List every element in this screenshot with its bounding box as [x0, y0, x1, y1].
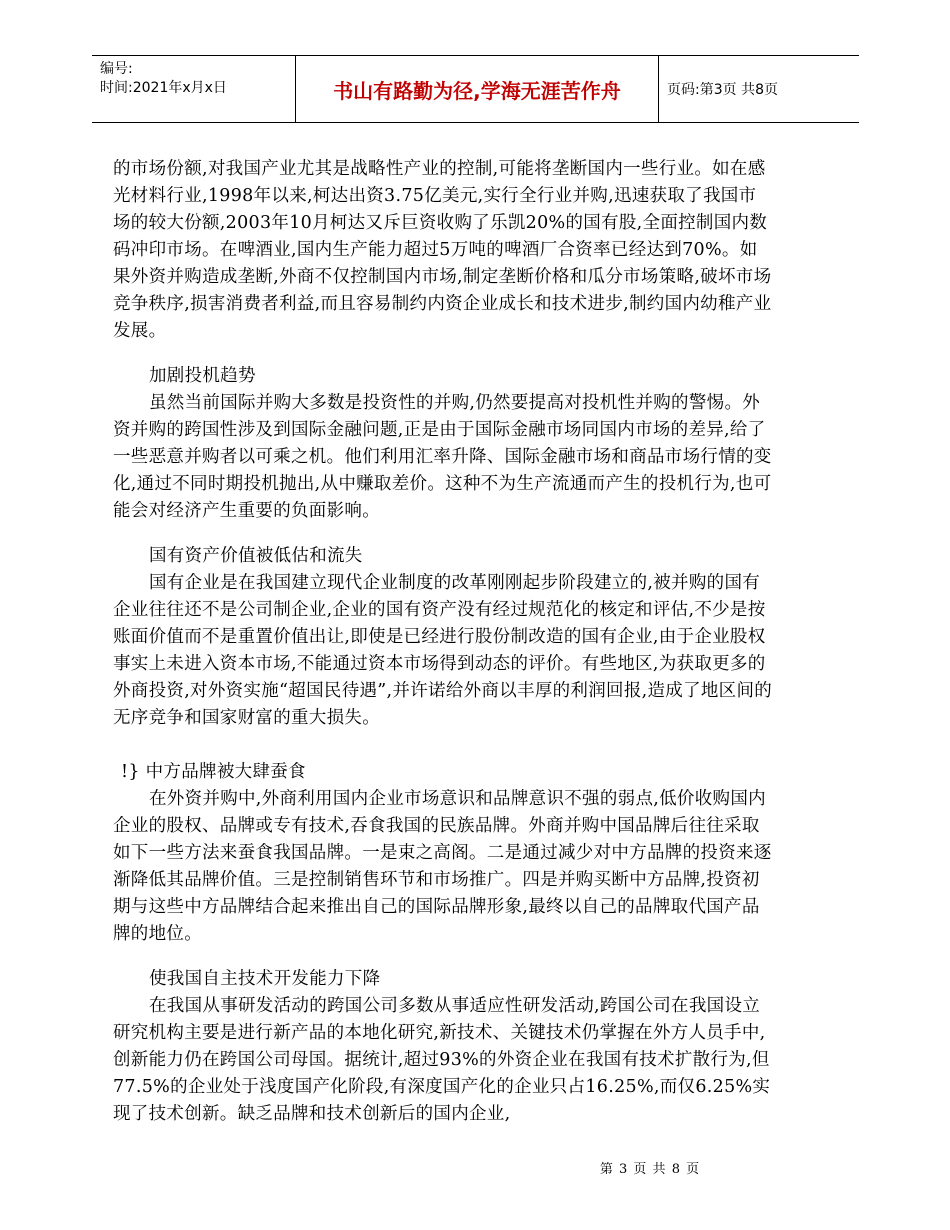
- paragraph: 虽然当前国际并购大多数是投资性的并购,仍然要提高对投机性并购的警惕。外资并购的跨国性涉及到国际金融问题,正是由于国际金融市场同国内市场的差异,给了一些恶意并购者以可乘之机。他们利用汇率升降、国际金融市场和商品市场行情的变化,通过不同时期投机抛出,从中赚取差价。这种不为生产流通而产生的投机行为,也可能会对经济产生重要的负面影响。: [113, 393, 772, 521]
- document-body: [113, 156, 773, 1128]
- doc-code-label: 编号:: [100, 61, 133, 77]
- section-heading: 国有资产价值被低估和流失: [149, 546, 363, 566]
- header-motto: 书山有路勤为径,学海无涯苦作舟: [296, 56, 659, 122]
- header-page-info: 页码:第3页 共8页: [667, 82, 778, 98]
- doc-time-label: 时间:2021年x月x日: [100, 80, 227, 96]
- header-table: [92, 55, 859, 123]
- section-heading: 加剧投机趋势: [149, 366, 256, 386]
- section-heading: !} 中方品牌被大肆蚕食: [121, 762, 306, 782]
- header-meta: [92, 56, 296, 122]
- paragraph: 的市场份额,对我国产业尤其是战略性产业的控制,可能将垄断国内一些行业。如在感光材料行业,1998年以来,柯达出资3.75亿美元,实行全行业并购,迅速获取了我国市场的较大份额,2003年10月柯达又斥巨资收购了乐凯20%的国有股,全面控制国内数码冲印市场。在啤酒业,国内生产能力超过5万吨的啤酒厂合资率已经达到70%。如果外资并购造成垄断,外商不仅控制国内市场,制定垄断价格和瓜分市场策略,破坏市场竞争秩序,损害消费者利益,而且容易制约内资企业成长和技术进步,制约国内幼稚产业发展。: [113, 159, 772, 341]
- section-heading: 使我国自主技术开发能力下降: [149, 969, 381, 989]
- paragraph: 在我国从事研发活动的跨国公司多数从事适应性研发活动,跨国公司在我国设立研究机构主要是进行新产品的本地化研究,新技术、关键技术仍掌握在外方人员手中,创新能力仍在跨国公司母国。据统计,超过93%的外资企业在我国有技术扩散行为,但77.5%的企业处于浅度国产化阶段,有深度国产化的企业只占16.25%,而仅6.25%实现了技术创新。缺乏品牌和技术创新后的国内企业,: [113, 996, 771, 1124]
- paragraph: 在外资并购中,外商利用国内企业市场意识和品牌意识不强的弱点,低价收购国内企业的股权、品牌或专有技术,吞食我国的民族品牌。外商并购中国品牌后往往采取如下一些方法来蚕食我国品牌。一是束之高阁。二是通过减少对中方品牌的投资来逐渐降低其品牌价值。三是控制销售环节和市场推广。四是并购买断中方品牌,投资初期与这些中方品牌结合起来推出自己的国际品牌形象,最终以自己的品牌取代国产品牌的地位。: [113, 789, 772, 944]
- paragraph: 国有企业是在我国建立现代企业制度的改革刚刚起步阶段建立的,被并购的国有企业往往还不是公司制企业,企业的国有资产没有经过规范化的核定和评估,不少是按账面价值而不是重置价值出让,即使是已经进行股份制改造的国有企业,由于企业股权事实上未进入资本市场,不能通过资本市场得到动态的评价。有些地区,为获取更多的外商投资,对外资实施“超国民待遇”,并许诺给外商以丰厚的利润回报,造成了地区间的无序竞争和国家财富的重大损失。: [113, 573, 773, 728]
- page-footer: 第 3 页 共 8 页: [599, 1162, 701, 1177]
